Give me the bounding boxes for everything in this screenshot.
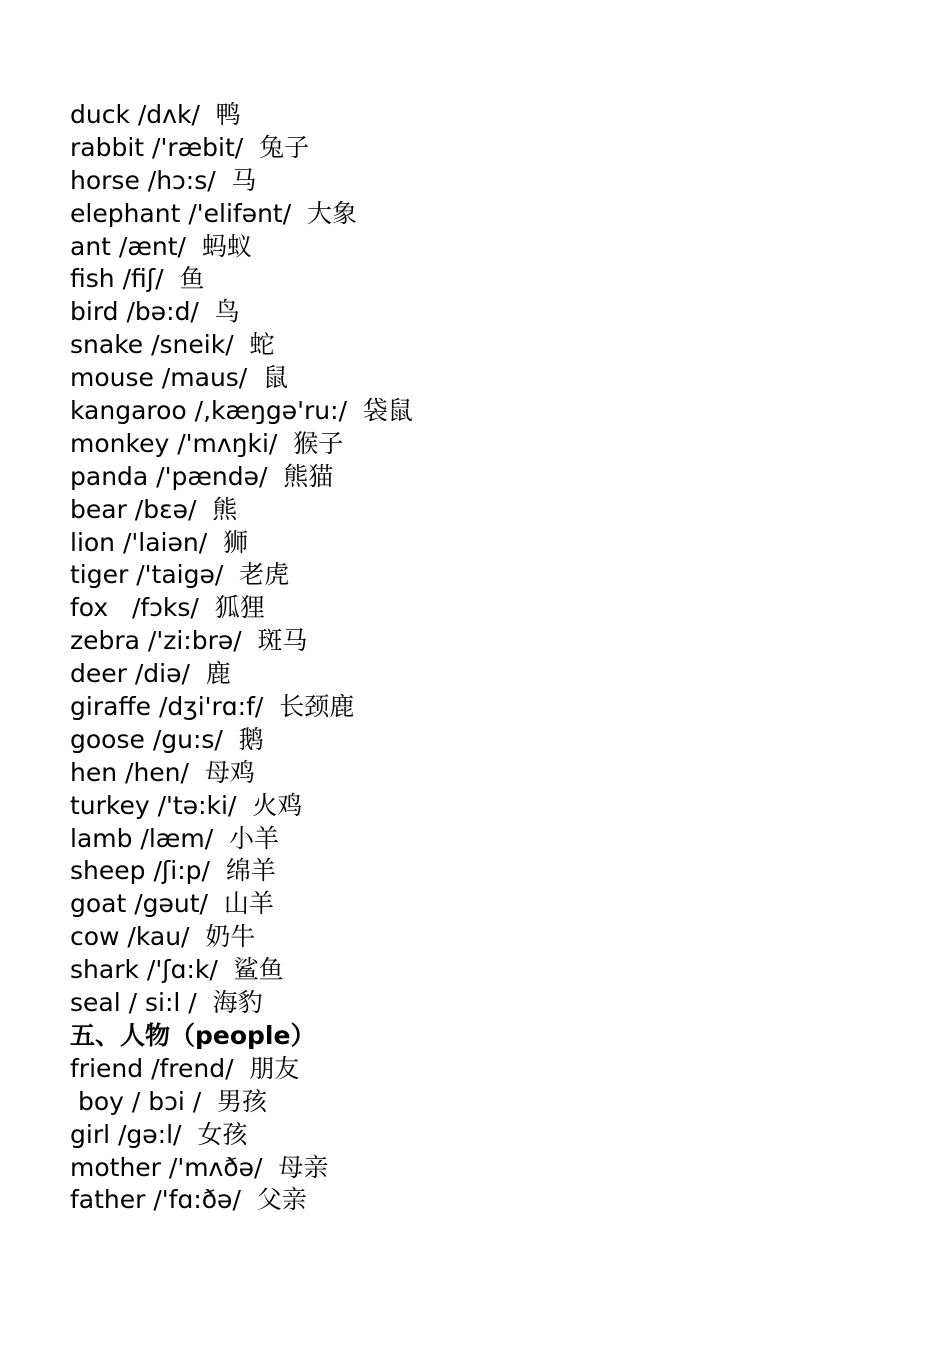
word-entry-monkey: monkey /'mʌŋki/ 猴子 (70, 428, 344, 458)
word-entry-horse: horse /hɔ:s/ 马 (70, 165, 257, 195)
word-entry-girl: girl /gə:l/ 女孩 (70, 1119, 248, 1149)
word-entry-deer: deer /diə/ 鹿 (70, 659, 231, 689)
word-entry-snake: snake /sneik/ 蛇 (70, 330, 275, 360)
word-entry-turkey: turkey /'tə:ki/ 火鸡 (70, 790, 303, 820)
word-entry-goat: goat /gəut/ 山羊 (70, 889, 274, 919)
word-entry-friend: friend /frend/ 朋友 (70, 1053, 300, 1083)
word-entry-shark: shark /'ʃɑ:k/ 鲨鱼 (70, 955, 284, 985)
word-entry-fish: fish /fiʃ/ 鱼 (70, 264, 205, 294)
word-entry-mouse: mouse /maus/ 鼠 (70, 363, 289, 393)
word-entry-sheep: sheep /ʃi:p/ 绵羊 (70, 856, 276, 886)
word-entry-lamb: lamb /læm/ 小羊 (70, 823, 280, 853)
section-heading-people: 五、人物（people） (70, 1020, 316, 1050)
word-entry-cow: cow /kau/ 奶牛 (70, 922, 256, 952)
word-list-page (70, 99, 910, 1217)
word-entry-elephant: elephant /'elifənt/ 大象 (70, 198, 358, 228)
word-entry-zebra: zebra /'zi:brə/ 斑马 (70, 626, 308, 656)
word-entry-panda: panda /'pændə/ 熊猫 (70, 461, 334, 491)
word-entry-boy: boy / bɔi / 男孩 (70, 1086, 268, 1116)
word-entry-giraffe: giraffe /dʒi'rɑ:f/ 长颈鹿 (70, 692, 355, 722)
word-entry-hen: hen /hen/ 母鸡 (70, 757, 255, 787)
word-entry-goose: goose /gu:s/ 鹅 (70, 724, 264, 754)
word-entry-rabbit: rabbit /'ræbit/ 兔子 (70, 132, 310, 162)
word-entry-bird: bird /bə:d/ 鸟 (70, 297, 240, 327)
word-entry-ant: ant /ænt/ 蚂蚁 (70, 231, 252, 261)
word-entry-tiger: tiger /'taigə/ 老虎 (70, 560, 290, 590)
word-entry-father: father /'fɑ:ðə/ 父亲 (70, 1185, 307, 1215)
word-entry-fox: fox /fɔks/ 狐狸 (70, 593, 265, 623)
word-entry-duck: duck /dʌk/ 鸭 (70, 100, 241, 129)
word-entry-kangaroo: kangaroo /,kæŋgə'ru:/ 袋鼠 (70, 396, 413, 426)
word-entry-seal: seal / si:l / 海豹 (70, 988, 263, 1018)
word-entry-mother: mother /'mʌðə/ 母亲 (70, 1152, 329, 1182)
word-entry-lion: lion /'laiən/ 狮 (70, 527, 249, 557)
word-entry-bear: bear /bɛə/ 熊 (70, 494, 238, 524)
